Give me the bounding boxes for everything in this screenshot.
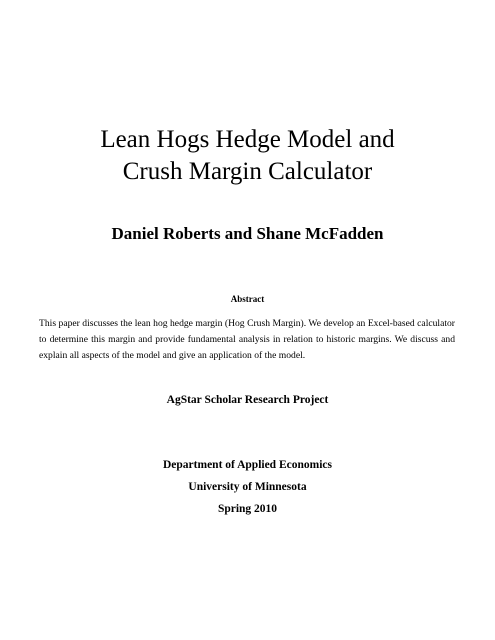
abstract-heading: Abstract xyxy=(230,294,265,304)
paper-title-line-2: Crush Margin Calculator xyxy=(122,158,373,185)
abstract-text: This paper discusses the lean hog hedge margin (Hog Crush Margin). We develop an Excel-based calculator to determine this margin and provide fundamental analysis in relation to historic margins. We discuss and explain all aspects of the model and give an application of the model. xyxy=(39,318,455,361)
paper-title-line-1: Lean Hogs Hedge Model and xyxy=(100,126,395,153)
project-name: AgStar Scholar Research Project xyxy=(166,394,329,406)
term-date: Spring 2010 xyxy=(217,503,278,515)
department-name: Department of Applied Economics xyxy=(163,459,332,471)
university-name: University of Minnesota xyxy=(188,481,307,493)
author-names: Daniel Roberts and Shane McFadden xyxy=(111,224,384,243)
